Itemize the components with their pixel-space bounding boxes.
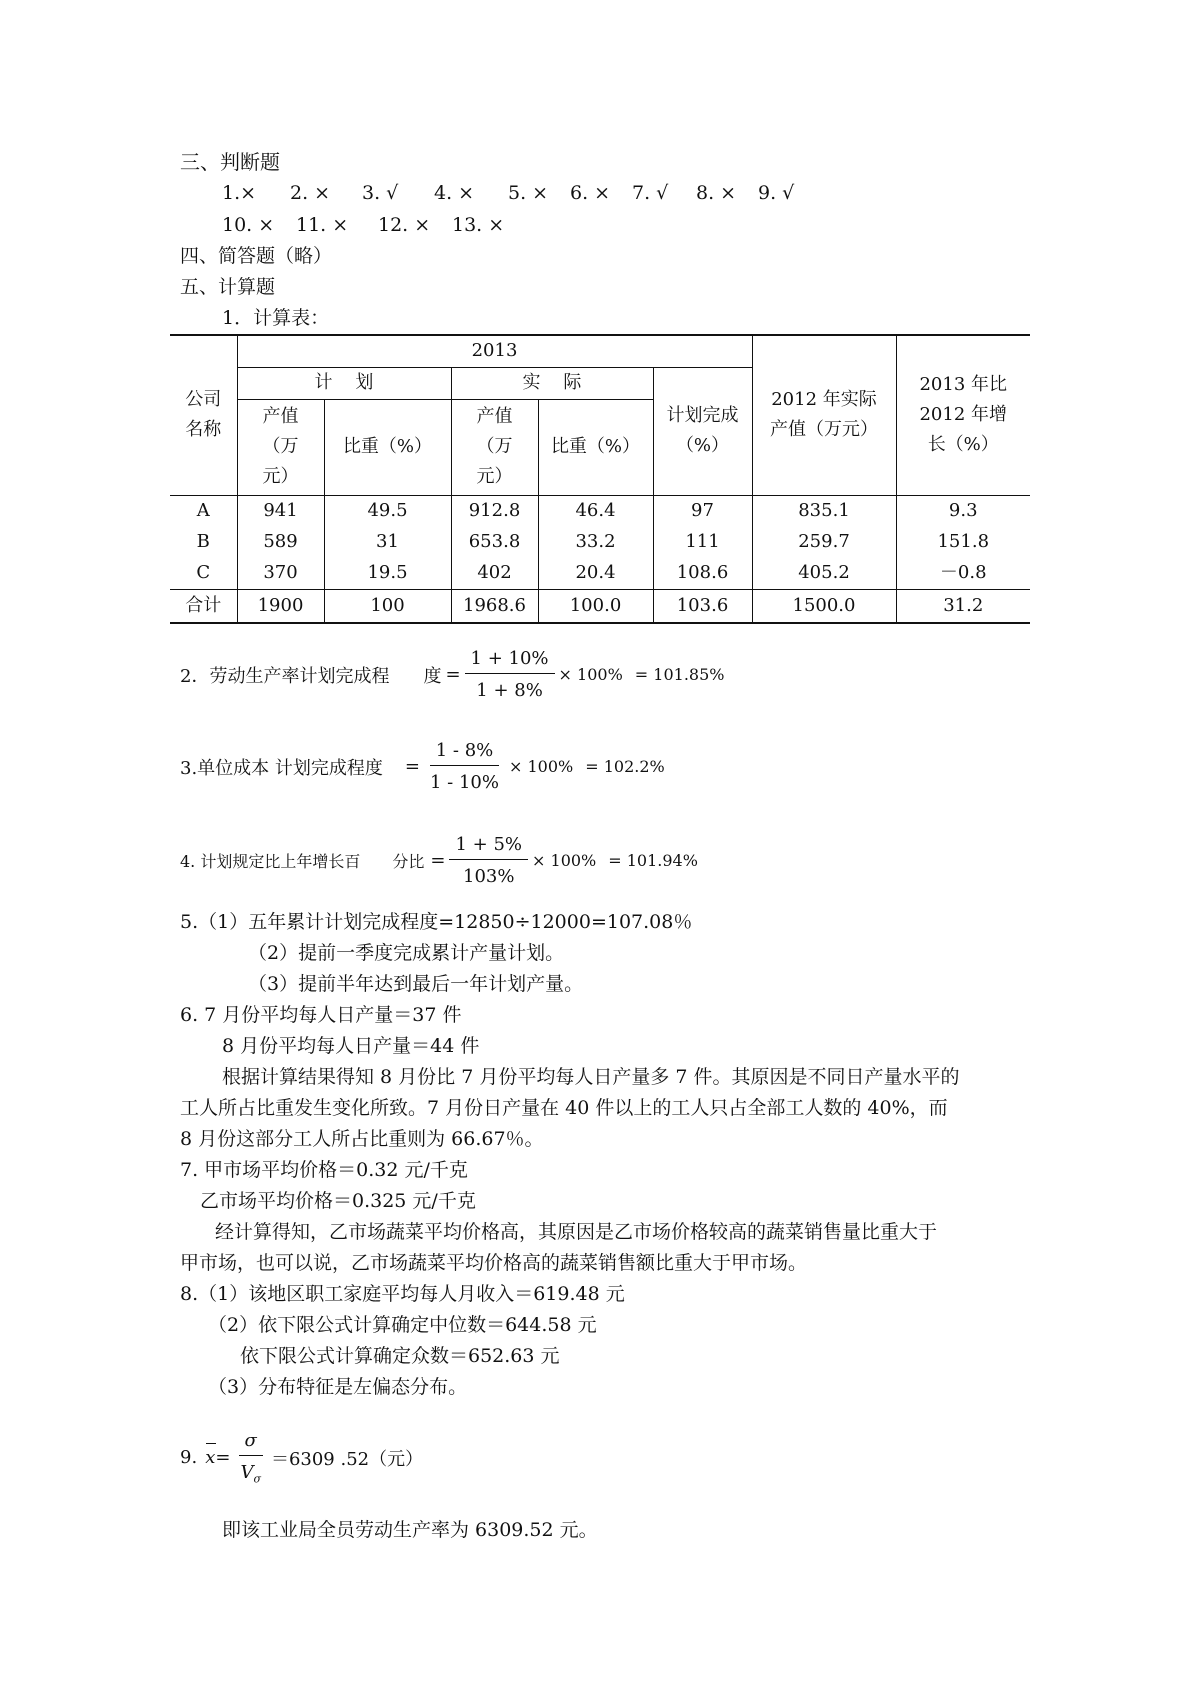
judgement-answers-row1 — [222, 181, 794, 205]
header-2013: 2013 — [237, 335, 752, 367]
q8-line3: 依下限公式计算确定众数＝652.63 元 — [240, 1345, 560, 1367]
section3-title: 三、判断题 — [180, 150, 280, 174]
answer-4: 4. × — [434, 182, 475, 204]
q8-line4: （3）分布特征是左偏态分布。 — [208, 1376, 468, 1398]
section5-title: 五、计算题 — [180, 276, 276, 298]
answer-12: 12. × — [378, 214, 431, 236]
q6-line5: 8 月份这部分工人所占比重则为 66.67％。 — [180, 1128, 544, 1150]
answer-11: 11. × — [296, 214, 349, 236]
header-actual-share: 比重（%） — [538, 399, 653, 495]
header-2012-output: 2012 年实际产值（万元） — [752, 335, 896, 495]
answer-7: 7. √ — [632, 182, 669, 204]
answer-3: 3. √ — [362, 182, 399, 204]
answer-5: 5. × — [508, 182, 549, 204]
table-row: B 589 31 653.8 33.2 111 259.7 151.8 — [170, 527, 1030, 558]
table-row: C 370 19.5 402 20.4 108.6 405.2 －0.8 — [170, 558, 1030, 590]
q2-fraction: $\frac{1 + 10\%}{1 + 8\%}$ — [465, 648, 555, 701]
q9-label: 9. — [180, 1447, 198, 1469]
header-plan-output: 产值（万元） — [237, 399, 324, 495]
q2-result: = 101.85% — [634, 665, 725, 684]
q4-formula: 4. 计划规定比上年增长百 分比 = $\frac{1 + 5\%}{103\%}$ × 100% = 101.94% — [180, 834, 698, 887]
header-actual-output: 产值（万元） — [451, 399, 538, 495]
table-total-row: 合计 1900 100 1968.6 100.0 103.6 1500.0 31.2 — [170, 589, 1030, 623]
q6-line3: 根据计算结果得知 8 月份比 7 月份平均每人日产量多 7 件。其原因是不同日产量水平的 — [222, 1066, 960, 1088]
table-row: A 941 49.5 912.8 46.4 97 835.1 9.3 — [170, 495, 1030, 527]
calculation-table — [170, 334, 1030, 624]
header-actual: 实 际 — [451, 367, 653, 399]
header-growth: 2013 年比 2012 年增长（%） — [896, 335, 1030, 495]
q8-line1: 8.（1）该地区职工家庭平均每人月收入＝619.48 元 — [180, 1283, 625, 1305]
answer-8: 8. × — [696, 182, 737, 204]
q2-formula: 2．劳动生产率计划完成程 度 = $\frac{1 + 10\%}{1 + 8\%}$ × 100% = 101.85% — [180, 648, 725, 701]
header-company: 公司名称 — [170, 335, 237, 495]
q4-label-tail: 分比 — [392, 852, 425, 871]
q3-formula: 3.单位成本 计划完成程度 = $\frac{1 - 8\%}{1 - 10\%}$ × 100% = 102.2% — [180, 740, 665, 793]
q9-xbar: x — [205, 1447, 216, 1469]
q7-line2: 乙市场平均价格＝0.325 元/千克 — [200, 1190, 476, 1212]
q6-line4: 工人所占比重发生变化所致。7 月份日产量在 40 件以上的工人只占全部工人数的 40%，而 — [180, 1097, 948, 1119]
q7-line3: 经计算得知，乙市场蔬菜平均价格高，其原因是乙市场价格较高的蔬菜销售量比重大于 — [215, 1221, 938, 1243]
section4-title: 四、简答题（略） — [180, 245, 333, 267]
q7-line4: 甲市场，也可以说，乙市场蔬菜平均价格高的蔬菜销售额比重大于甲市场。 — [180, 1252, 808, 1274]
q6-line1: 6. 7 月份平均每人日产量＝37 件 — [180, 1004, 462, 1026]
answer-10: 10. × — [222, 214, 275, 236]
answer-1: 1.× — [222, 182, 257, 204]
q6-line2: 8 月份平均每人日产量＝44 件 — [222, 1035, 480, 1057]
q1-label: 1．计算表： — [222, 307, 330, 329]
answer-2: 2. × — [290, 182, 331, 204]
q5-line2: （2）提前一季度完成累计产量计划。 — [248, 942, 565, 964]
q7-line1: 7. 甲市场平均价格＝0.32 元/千克 — [180, 1159, 468, 1181]
q3-fraction: $\frac{1 - 8\%}{1 - 10\%}$ — [430, 740, 499, 793]
q3-result: = 102.2% — [585, 757, 665, 776]
q9-result: ＝6309 .52（元） — [270, 1448, 424, 1470]
q8-line2: （2）依下限公式计算确定中位数＝644.58 元 — [208, 1314, 597, 1336]
answer-9: 9. √ — [758, 182, 795, 204]
header-completion: 计划完成（%） — [653, 367, 752, 495]
q4-label: 4. 计划规定比上年增长百 — [180, 852, 361, 871]
q4-fraction: $\frac{1 + 5\%}{103\%}$ — [449, 834, 528, 887]
q5-line3: （3）提前半年达到最后一年计划产量。 — [248, 973, 584, 995]
answer-13: 13. × — [452, 214, 505, 236]
q2-label-tail: 度 — [423, 665, 442, 687]
q3-label: 3.单位成本 计划完成程度 — [180, 757, 383, 779]
q9-formula: 9. x = $\frac{\sigma}{V_\sigma}$ ＝6309 .52（元） — [180, 1430, 424, 1486]
header-plan-share: 比重（%） — [324, 399, 451, 495]
judgement-answers-row2 — [222, 213, 504, 237]
q9-fraction: $\frac{\sigma}{V_\sigma}$ — [240, 1430, 261, 1486]
q2-label: 2．劳动生产率计划完成程 — [180, 665, 390, 687]
q9-conclusion: 即该工业局全员劳动生产率为 6309.52 元。 — [222, 1519, 598, 1541]
header-plan: 计 划 — [237, 367, 451, 399]
q4-result: = 101.94% — [608, 851, 698, 870]
answer-6: 6. × — [570, 182, 611, 204]
q5-line1: 5.（1）五年累计计划完成程度=12850÷12000=107.08％ — [180, 911, 693, 933]
